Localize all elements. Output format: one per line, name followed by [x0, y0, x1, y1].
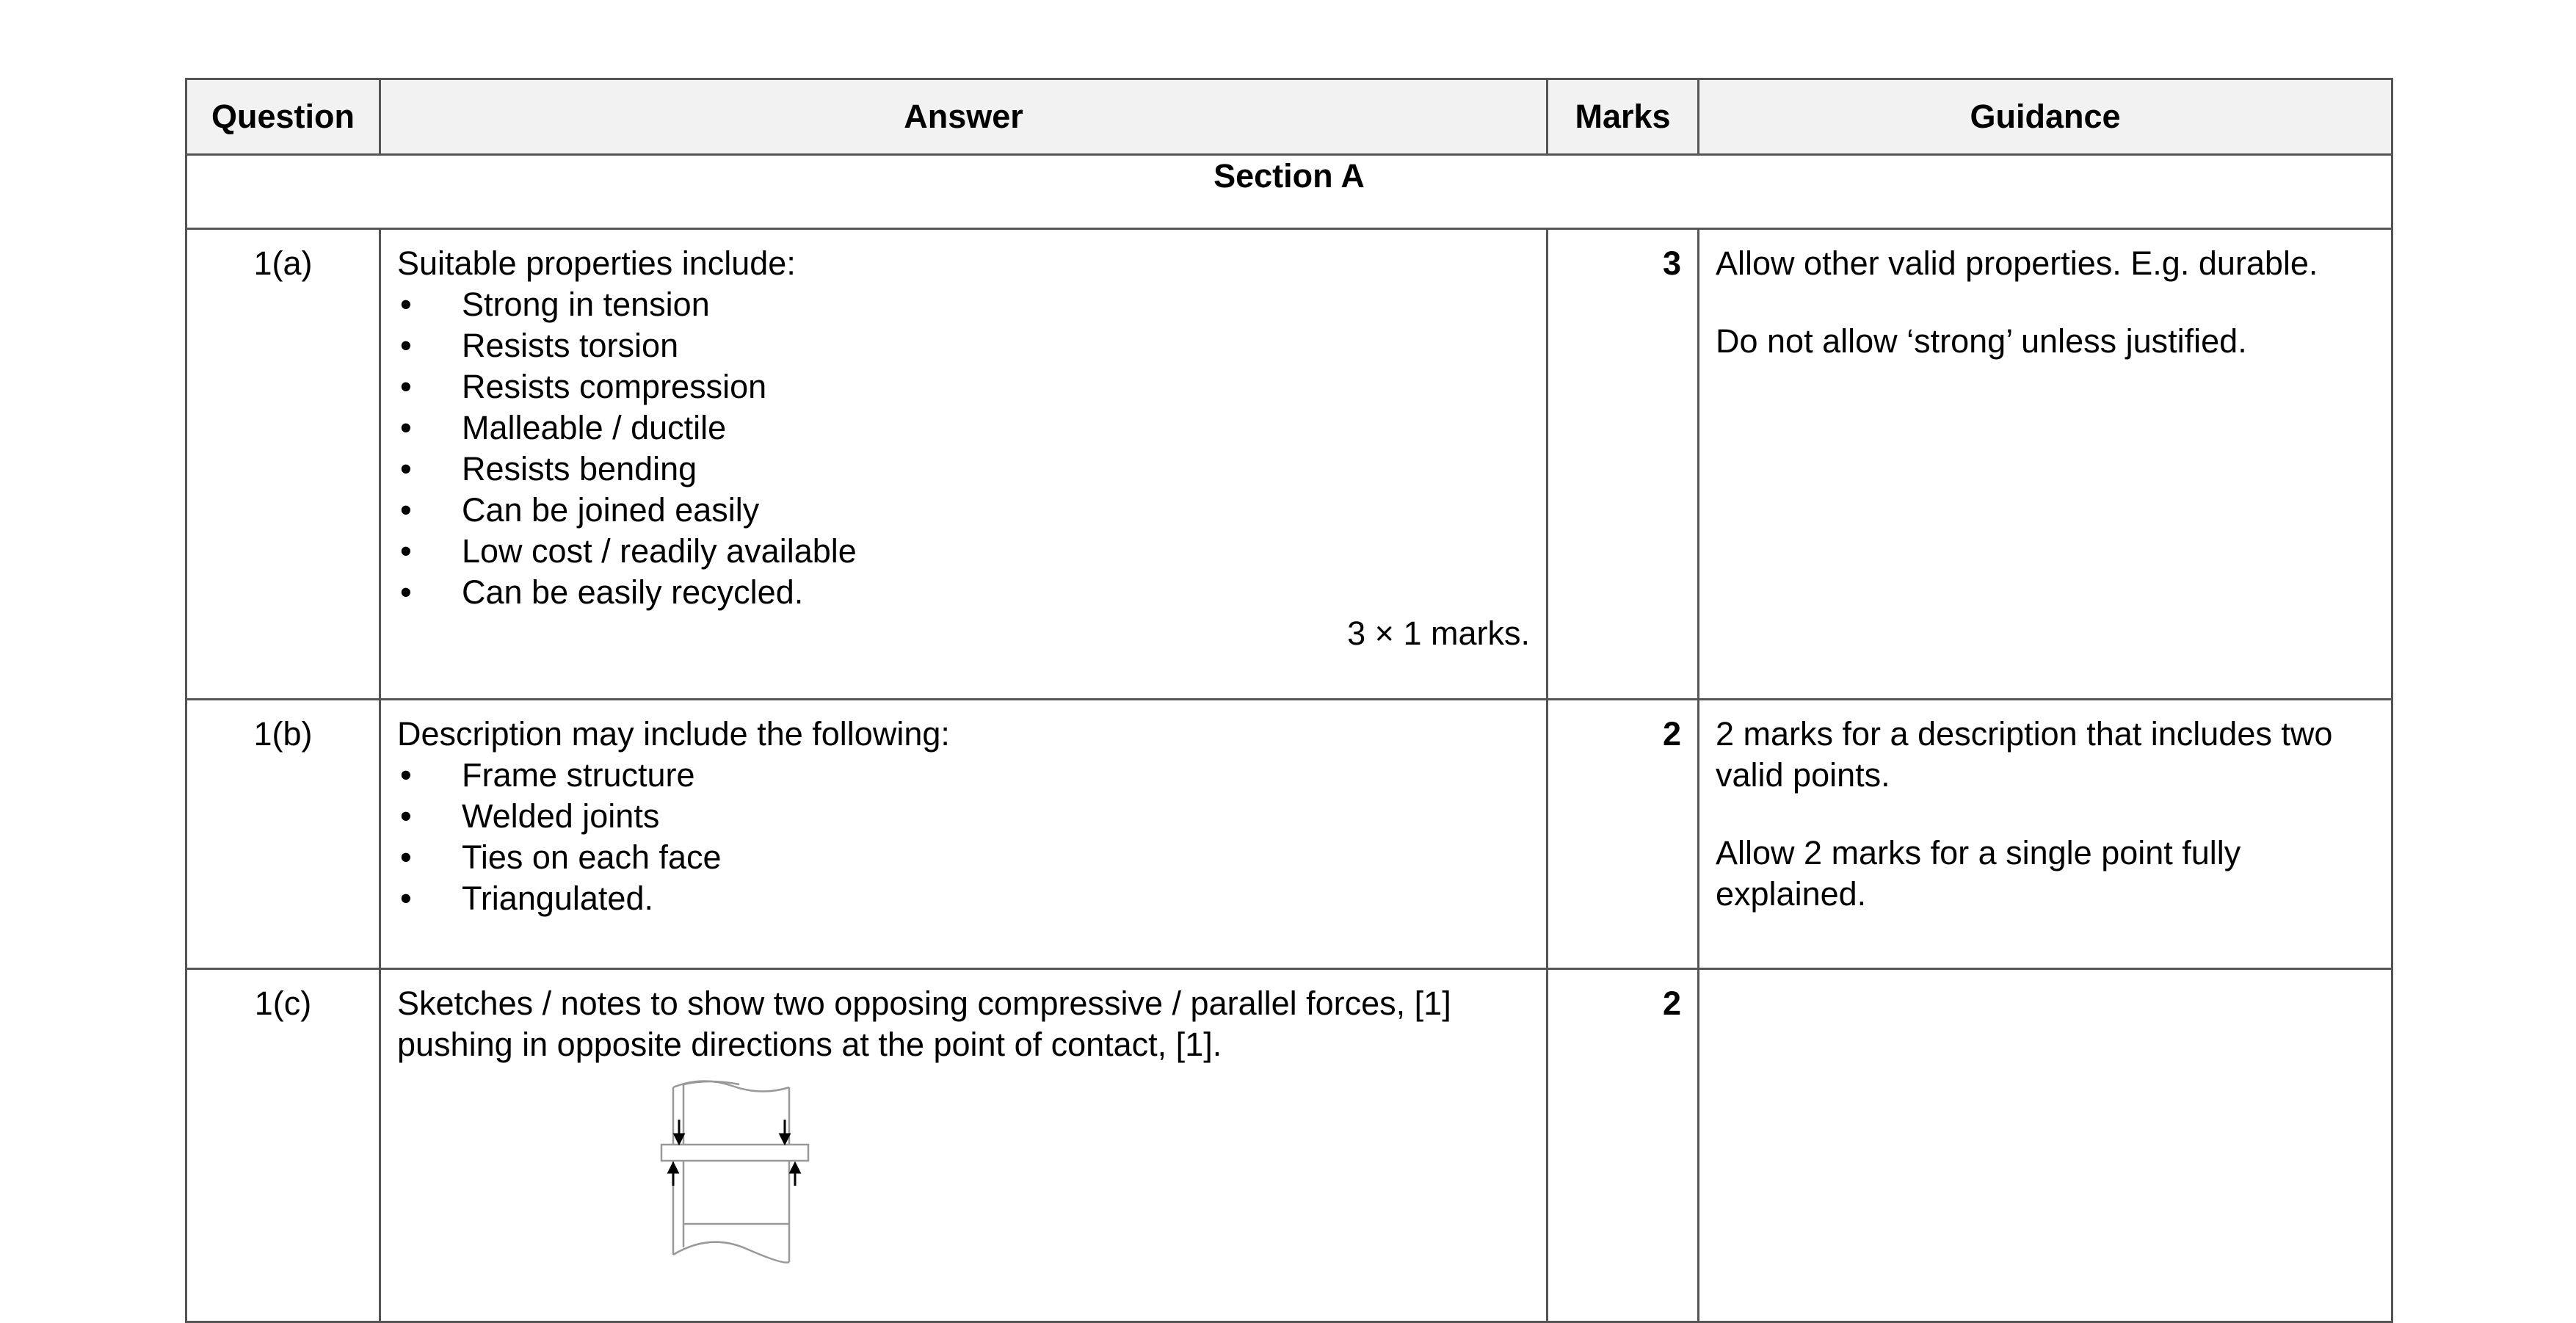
mark-scheme-table — [185, 78, 2393, 1323]
compressive-forces-sketch-icon — [658, 1079, 813, 1269]
answer-cell — [380, 969, 1548, 1322]
list-item: • Triangulated. — [397, 878, 1530, 919]
answer-intro: Description may include the following: — [397, 715, 950, 753]
answer-cell — [380, 229, 1548, 700]
guidance-cell — [1699, 700, 2392, 969]
guidance-text: Allow other valid properties. E.g. durable. — [1716, 244, 2318, 282]
answer-line: Sketches / notes to show two opposing compressive / parallel forces, [1] — [397, 985, 1451, 1022]
answer-intro: Suitable properties include: — [397, 244, 796, 282]
header-row — [186, 79, 2392, 155]
question-number: 1(a) — [186, 229, 380, 700]
list-item: • Frame structure — [397, 755, 1530, 796]
answer-total: 3 × 1 marks. — [1347, 615, 1530, 652]
answer-bullets — [397, 755, 1530, 919]
guidance-text: Do not allow ‘strong’ unless justified. — [1716, 322, 2247, 360]
list-item: • Resists bending — [397, 449, 1530, 490]
section-row — [186, 155, 2392, 229]
answer-cell — [380, 700, 1548, 969]
list-item: • Malleable / ductile — [397, 407, 1530, 449]
header-answer: Answer — [380, 79, 1548, 155]
list-item: • Resists compression — [397, 366, 1530, 407]
marks-value: 2 — [1548, 700, 1699, 969]
list-item: • Welded joints — [397, 796, 1530, 837]
table-row — [186, 700, 2392, 969]
answer-line: pushing in opposite directions at the point of contact, [1]. — [397, 1026, 1222, 1063]
header-question: Question — [186, 79, 380, 155]
header-marks: Marks — [1548, 79, 1699, 155]
guidance-cell — [1699, 969, 2392, 1322]
marks-value: 2 — [1548, 969, 1699, 1322]
list-item: • Can be easily recycled. — [397, 572, 1530, 613]
list-item: • Low cost / readily available — [397, 531, 1530, 572]
section-title: Section A — [186, 155, 2392, 229]
question-number: 1(c) — [186, 969, 380, 1322]
header-guidance: Guidance — [1699, 79, 2392, 155]
table-row — [186, 229, 2392, 700]
question-number: 1(b) — [186, 700, 380, 969]
answer-bullets — [397, 284, 1530, 613]
list-item: • Can be joined easily — [397, 490, 1530, 531]
guidance-text: 2 marks for a description that includes two valid points. — [1716, 715, 2333, 794]
table-row — [186, 969, 2392, 1322]
list-item: • Ties on each face — [397, 837, 1530, 878]
marks-value: 3 — [1548, 229, 1699, 700]
guidance-text: Allow 2 marks for a single point fully explained. — [1716, 834, 2241, 913]
guidance-cell — [1699, 229, 2392, 700]
list-item: • Resists torsion — [397, 325, 1530, 366]
list-item: • Strong in tension — [397, 284, 1530, 325]
